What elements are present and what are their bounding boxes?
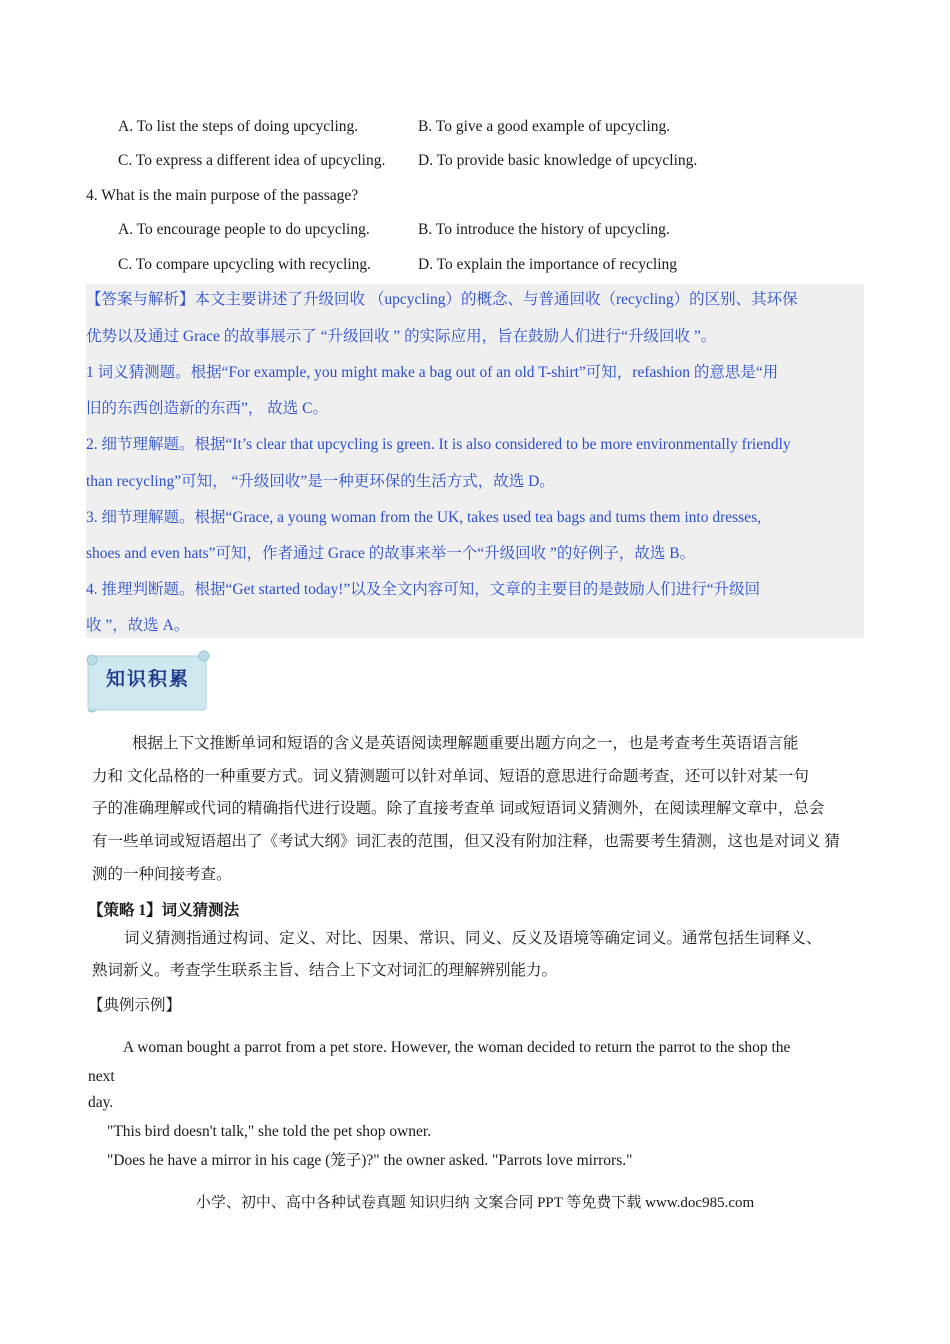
q3-option-a: A. To list the steps of doing upcycling. bbox=[118, 118, 359, 135]
answer-line: 2. 细节理解题。根据“It’s clear that upcycling is green. It is also considered to be more environmentally friendly bbox=[86, 436, 791, 453]
knowledge-badge bbox=[86, 650, 210, 714]
answer-line: shoes and even hats”可知，作者通过 Grace 的故事来举一个“升级回收 ”的好例子，故选 B。 bbox=[86, 545, 696, 562]
q4-option-d: D. To explain the importance of recycling bbox=[418, 256, 678, 273]
intro-line: 力和 文化品格的一种重要方式。词义猜测题可以针对单词、短语的意思进行命题考查，还可以针对某一句 bbox=[92, 768, 809, 785]
answer-line: 【答案与解析】本文主要讲述了升级回收 （upcycling）的概念、与普通回收（recycling）的区别、其环保 bbox=[86, 291, 798, 308]
intro-line: 子的准确理解或代词的精确指代进行设题。除了直接考查单 词或短语词义猜测外，在阅读理解文章中，总会 bbox=[92, 800, 825, 817]
q3-option-c: C. To express a different idea of upcycling. bbox=[118, 152, 386, 169]
answer-line: 收 ”，故选 A。 bbox=[86, 617, 190, 634]
example-line: A woman bought a parrot from a pet store. However, the woman decided to return the parrot to the shop the bbox=[123, 1039, 791, 1056]
strategy-line: 熟词新义。考查学生联系主旨、结合上下文对词汇的理解辨别能力。 bbox=[92, 962, 558, 979]
q4-option-b: B. To introduce the history of upcycling. bbox=[418, 221, 670, 238]
q4-question: 4. What is the main purpose of the passage? bbox=[86, 187, 359, 204]
answer-line: 3. 细节理解题。根据“Grace, a young woman from the UK, takes used tea bags and tums them into dresses, bbox=[86, 509, 761, 526]
answer-analysis-box bbox=[86, 284, 864, 638]
strategy-line: 词义猜测指通过构词、定义、对比、因果、常识、同义、反义及语境等确定词义。通常包括生词释义、 bbox=[124, 930, 822, 947]
answer-line: 4. 推理判断题。根据“Get started today!”以及全文内容可知，文章的主要目的是鼓励人们进行“升级回 bbox=[86, 581, 761, 598]
answer-line: 1 词义猜测题。根据“For example, you might make a bag out of an old T-shirt”可知，refashion 的意思是“用 bbox=[86, 364, 779, 381]
answer-line: 旧的东西创造新的东西”， 故选 C。 bbox=[86, 400, 328, 417]
example-line: day. bbox=[88, 1094, 114, 1111]
q3-option-d: D. To provide basic knowledge of upcycling. bbox=[418, 152, 698, 169]
q4-option-a: A. To encourage people to do upcycling. bbox=[118, 221, 370, 238]
example-line: next bbox=[88, 1068, 115, 1085]
answer-line: than recycling”可知， “升级回收”是一种更环保的生活方式，故选 D。 bbox=[86, 473, 555, 490]
strategy-title: 【策略 1】词义猜测法 bbox=[88, 902, 240, 919]
q3-option-b: B. To give a good example of upcycling. bbox=[418, 118, 671, 135]
q4-option-c: C. To compare upcycling with recycling. bbox=[118, 256, 372, 273]
example-line: "Does he have a mirror in his cage (笼子)?" the owner asked. "Parrots love mirrors." bbox=[107, 1152, 633, 1169]
badge-label: 知识积累 bbox=[105, 668, 190, 690]
example-line: "This bird doesn't talk," she told the pet shop owner. bbox=[107, 1123, 432, 1140]
intro-line: 根据上下文推断单词和短语的含义是英语阅读理解题重要出题方向之一，也是考查考生英语语言能 bbox=[132, 735, 799, 752]
answer-line: 优势以及通过 Grace 的故事展示了 “升级回收 ” 的实际应用，旨在鼓励人们进行“升级回收 ”。 bbox=[86, 328, 717, 345]
example-label: 【典例示例】 bbox=[88, 997, 182, 1014]
intro-line: 有一些单词或短语超出了《考试大纲》词汇表的范围，但又没有附加注释，也需要考生猜测，这也是对词义 猜 bbox=[92, 833, 840, 850]
intro-line: 测的一种间接考查。 bbox=[92, 866, 232, 883]
page-footer: 小学、初中、高中各种试卷真题 知识归纳 文案合同 PPT 等免费下载 www.doc985.com bbox=[195, 1195, 755, 1211]
